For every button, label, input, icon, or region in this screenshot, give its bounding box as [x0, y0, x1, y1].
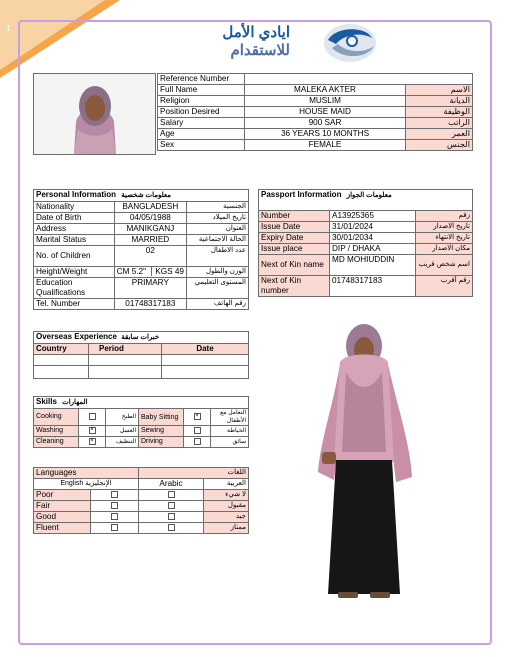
english-level-checkbox	[91, 512, 139, 523]
height-value: CM 5.2"	[116, 267, 146, 276]
skill-label: Baby Sitting	[139, 409, 184, 426]
checkbox-checked-icon: ×	[90, 427, 94, 434]
overseas-title-en: Overseas Experience	[36, 332, 117, 341]
passport-label: Number	[259, 211, 330, 222]
personal-value: MARRIED	[114, 235, 186, 246]
personal-arabic: الجنسية	[186, 202, 248, 213]
checkbox-empty-icon	[111, 513, 118, 520]
checkbox-empty-icon	[111, 524, 118, 531]
skills-title-en: Skills	[36, 397, 57, 406]
summary-label: Sex	[158, 140, 245, 151]
personal-arabic: الحالة الاجتماعية	[186, 235, 248, 246]
passport-label: Next of Kin number	[259, 276, 330, 297]
summary-arabic: الوظيفة	[406, 107, 473, 118]
overseas-cell	[162, 355, 249, 366]
summary-label: Age	[158, 129, 245, 140]
overseas-col-country: Country	[34, 344, 89, 355]
skill-checkbox	[79, 437, 106, 448]
summary-value: 36 YEARS 10 MONTHS	[245, 129, 406, 140]
passport-info-title-en: Passport Information	[261, 190, 342, 199]
personal-info-title-ar: معلومات شخصية	[121, 192, 172, 199]
personal-value: MANIKGANJ	[114, 224, 186, 235]
full-body-photo	[300, 312, 430, 602]
language-arabic: Arabic	[139, 479, 204, 490]
overseas-experience-table	[33, 331, 249, 379]
language-arabic-ar: العربية	[204, 479, 249, 490]
reference-value	[245, 74, 473, 85]
skill-arabic: الخياطة	[211, 426, 249, 437]
skill-checkbox	[79, 409, 106, 426]
checkbox-empty-icon	[194, 427, 201, 434]
checkbox-checked-icon: ×	[195, 413, 199, 420]
passport-label: Issue place	[259, 244, 330, 255]
overseas-cell	[34, 355, 89, 366]
personal-label: Address	[34, 224, 115, 235]
summary-label: Position Desired	[158, 107, 245, 118]
headshot-photo	[34, 74, 155, 154]
language-level: Good	[34, 512, 91, 523]
personal-label: Date of Birth	[34, 213, 115, 224]
language-level-ar: ممتاز	[204, 523, 249, 534]
summary-table	[157, 73, 473, 151]
overseas-title-ar: خبرات سابقة	[121, 334, 160, 341]
language-english-header	[34, 479, 139, 490]
language-english-ar: الإنجليزية	[85, 480, 112, 487]
skill-label: Driving	[139, 437, 184, 448]
personal-arabic: المستوى التعليمي	[186, 278, 248, 299]
passport-arabic: رقم	[416, 211, 473, 222]
summary-arabic: الراتب	[406, 118, 473, 129]
summary-arabic: الاسم	[406, 85, 473, 96]
skill-checkbox	[184, 426, 211, 437]
logo-arabic-title: ايادي الأمل	[222, 24, 290, 41]
overseas-cell	[89, 355, 162, 366]
personal-label: Tel. Number	[34, 299, 115, 310]
skill-checkbox	[184, 409, 211, 426]
passport-value: 01748317183	[330, 276, 416, 297]
overseas-cell	[162, 366, 249, 379]
language-level: Poor	[34, 490, 91, 501]
languages-table	[33, 467, 249, 534]
passport-info-title-ar: معلومات الجواز	[346, 192, 392, 199]
personal-value: 02	[114, 246, 186, 267]
english-level-checkbox	[91, 523, 139, 534]
personal-arabic: الوزن والطول	[186, 267, 248, 278]
personal-info-table	[33, 189, 249, 310]
personal-value: BANGLADESH	[114, 202, 186, 213]
personal-value: PRIMARY	[114, 278, 186, 299]
passport-value: DIP / DHAKA	[330, 244, 416, 255]
personal-label: Nationality	[34, 202, 115, 213]
english-level-checkbox	[91, 490, 139, 501]
skill-arabic: الغسل	[106, 426, 139, 437]
passport-value: MD MOHIUDDIN	[330, 255, 416, 276]
overseas-cell	[89, 366, 162, 379]
summary-label: Salary	[158, 118, 245, 129]
overseas-col-date: Date	[162, 344, 249, 355]
skill-label: Washing	[34, 426, 79, 437]
language-level-ar: لا شيء	[204, 490, 249, 501]
passport-value: 30/01/2034	[330, 233, 416, 244]
checkbox-empty-icon	[194, 438, 201, 445]
headshot-photo-frame	[33, 73, 156, 155]
checkbox-empty-icon	[168, 491, 175, 498]
personal-value: 04/05/1988	[114, 213, 186, 224]
skills-table	[33, 396, 249, 448]
passport-info-table	[258, 189, 473, 297]
personal-arabic: العنوان	[186, 224, 248, 235]
summary-arabic: الجنس	[406, 140, 473, 151]
passport-info-title	[259, 190, 473, 211]
arabic-level-checkbox	[139, 501, 204, 512]
language-english: English	[60, 480, 84, 487]
languages-title-ar: اللغات	[139, 468, 249, 479]
passport-arabic: رقم أقرب	[416, 276, 473, 297]
language-level-ar: جيد	[204, 512, 249, 523]
language-level: Fluent	[34, 523, 91, 534]
arabic-level-checkbox	[139, 490, 204, 501]
passport-value: A13925365	[330, 211, 416, 222]
skill-label: Cleaning	[34, 437, 79, 448]
passport-arabic: تاريخ الاصدار	[416, 222, 473, 233]
checkbox-empty-icon	[111, 502, 118, 509]
checkbox-empty-icon	[89, 413, 96, 420]
personal-info-title-en: Personal Information	[36, 190, 117, 199]
checkbox-empty-icon	[168, 513, 175, 520]
passport-arabic: مكان الاصدار	[416, 244, 473, 255]
personal-arabic: عدد الاطفال	[186, 246, 248, 267]
summary-label: Full Name	[158, 85, 245, 96]
overseas-col-period: Period	[89, 344, 162, 355]
summary-value: MUSLIM	[245, 96, 406, 107]
language-level-ar: مقبول	[204, 501, 249, 512]
arabic-level-checkbox	[139, 523, 204, 534]
skill-label: Cooking	[34, 409, 79, 426]
language-level: Fair	[34, 501, 91, 512]
skill-arabic: الطبخ	[106, 409, 139, 426]
personal-label: Marital Status	[34, 235, 115, 246]
passport-label: Next of Kin name	[259, 255, 330, 276]
languages-title: Languages	[34, 468, 139, 479]
passport-arabic: اسم شخص قريب	[416, 255, 473, 276]
checkbox-empty-icon	[111, 491, 118, 498]
personal-arabic: تاريخ الميلاد	[186, 213, 248, 224]
personal-value: 01748317183	[114, 299, 186, 310]
checkbox-checked-icon: ×	[90, 438, 94, 445]
passport-value: 31/01/2024	[330, 222, 416, 233]
summary-value: MALEKA AKTER	[245, 85, 406, 96]
skills-title	[34, 397, 249, 409]
summary-value: HOUSE MAID	[245, 107, 406, 118]
skill-label: Sewing	[139, 426, 184, 437]
skill-arabic: التنظيف	[106, 437, 139, 448]
checkbox-empty-icon	[168, 524, 175, 531]
weight-value: KGS 49	[151, 267, 184, 276]
reference-label: Reference Number	[158, 74, 245, 85]
skills-title-ar: المهارات	[62, 399, 88, 406]
checkbox-empty-icon	[168, 502, 175, 509]
summary-label: Religion	[158, 96, 245, 107]
logo-arabic-subtitle: للاستقدام	[230, 42, 290, 59]
passport-arabic: تاريخ الانتهاء	[416, 233, 473, 244]
summary-arabic: العمر	[406, 129, 473, 140]
personal-arabic: رقم الهاتف	[186, 299, 248, 310]
summary-value: FEMALE	[245, 140, 406, 151]
english-level-checkbox	[91, 501, 139, 512]
page-number: 1	[6, 24, 11, 33]
overseas-cell	[34, 366, 89, 379]
arabic-level-checkbox	[139, 512, 204, 523]
skill-arabic: التعامل مع الأطفال	[211, 409, 249, 426]
skill-checkbox	[184, 437, 211, 448]
summary-value: 900 SAR	[245, 118, 406, 129]
personal-value	[114, 267, 186, 278]
personal-label: Education Qualifications	[34, 278, 115, 299]
personal-label: Height/Weight	[34, 267, 115, 278]
summary-arabic: الديانة	[406, 96, 473, 107]
skill-checkbox	[79, 426, 106, 437]
personal-info-title	[34, 190, 249, 202]
overseas-title	[34, 332, 249, 344]
passport-label: Issue Date	[259, 222, 330, 233]
personal-label: No. of Children	[34, 246, 115, 267]
skill-arabic: سائق	[211, 437, 249, 448]
passport-label: Expiry Date	[259, 233, 330, 244]
